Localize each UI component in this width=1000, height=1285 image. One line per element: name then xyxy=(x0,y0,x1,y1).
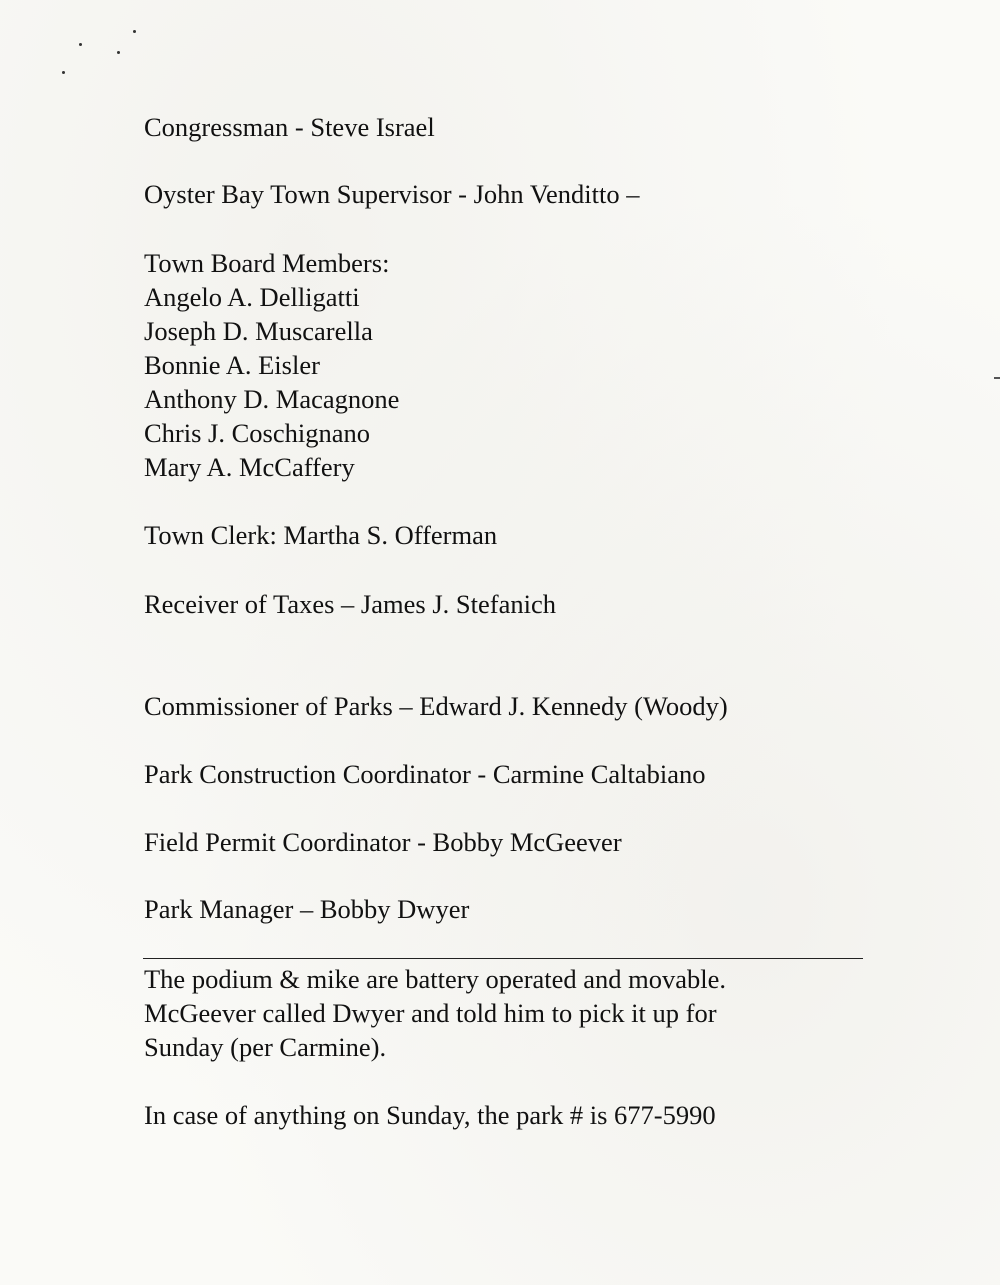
park-manager-line: Park Manager – Bobby Dwyer xyxy=(144,894,470,924)
board-member: Chris J. Coschignano xyxy=(144,418,370,448)
scan-edge-mark xyxy=(994,377,1000,379)
scan-speck xyxy=(117,51,120,54)
scan-speck xyxy=(62,71,65,74)
board-member: Bonnie A. Eisler xyxy=(144,350,320,380)
board-member: Anthony D. Macagnone xyxy=(144,384,400,414)
note-line: McGeever called Dwyer and told him to pick it up for xyxy=(144,998,717,1028)
scan-speck xyxy=(79,43,82,46)
permit-coordinator-line: Field Permit Coordinator - Bobby McGeever xyxy=(144,827,622,857)
board-member: Joseph D. Muscarella xyxy=(144,316,373,346)
commissioner-line: Commissioner of Parks – Edward J. Kennedy (Woody) xyxy=(144,691,728,721)
park-phone-line: In case of anything on Sunday, the park # is 677-5990 xyxy=(144,1100,716,1130)
construction-coordinator-line: Park Construction Coordinator - Carmine Caltabiano xyxy=(144,759,706,789)
board-member: Mary A. McCaffery xyxy=(144,452,355,482)
note-line: Sunday (per Carmine). xyxy=(144,1032,387,1062)
horizontal-rule xyxy=(143,958,863,959)
scan-speck xyxy=(133,30,136,33)
congressman-line: Congressman - Steve Israel xyxy=(144,112,435,142)
supervisor-line: Oyster Bay Town Supervisor - John Venditto – xyxy=(144,179,640,209)
town-clerk-line: Town Clerk: Martha S. Offerman xyxy=(144,520,498,550)
town-board-heading: Town Board Members: xyxy=(144,248,390,278)
note-line: The podium & mike are battery operated and movable. xyxy=(144,964,727,994)
receiver-of-taxes-line: Receiver of Taxes – James J. Stefanich xyxy=(144,589,556,619)
board-member: Angelo A. Delligatti xyxy=(144,282,360,312)
